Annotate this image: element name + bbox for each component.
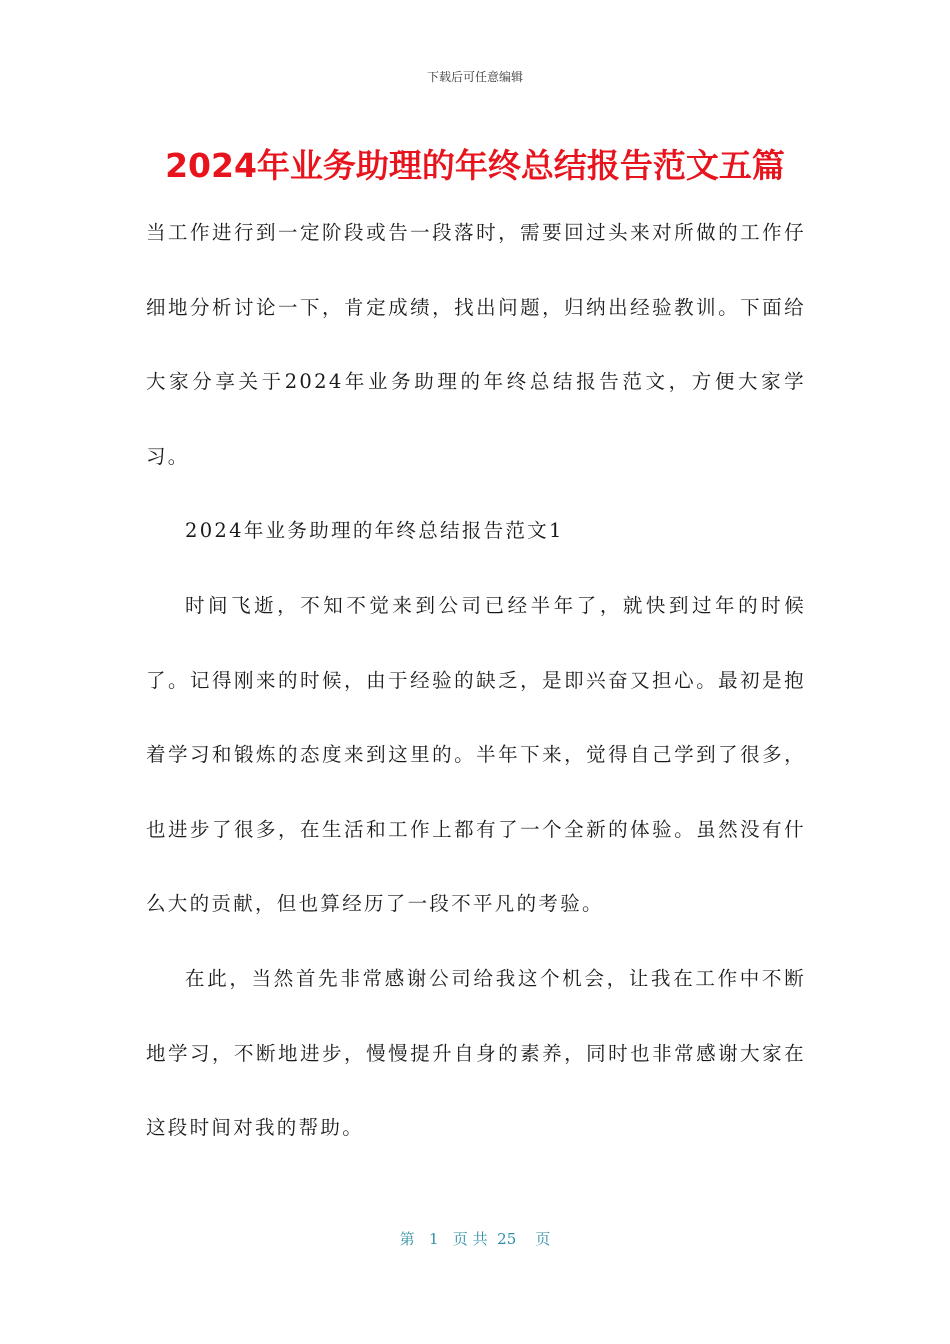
document-body — [146, 196, 806, 1166]
footer-suffix: 页 — [535, 1230, 551, 1248]
footer-middle: 页 共 — [452, 1230, 488, 1248]
footer-total-pages: 25 — [497, 1230, 517, 1248]
intro-paragraph: 当工作进行到一定阶段或告一段落时，需要回过头来对所做的工作仔细地分析讨论一下，肯定成绩，找出问题，归纳出经验教训。下面给大家分享关于2024年业务助理的年终总结报告范文，方便大家学习。 — [146, 221, 806, 468]
footer-current-page: 1 — [428, 1230, 439, 1248]
document-title: 2024年业务助理的年终总结报告范文五篇 — [165, 146, 785, 185]
body-paragraph: 时间飞逝，不知不觉来到公司已经半年了，就快到过年的时候了。记得刚来的时候，由于经验的缺乏，是即兴奋又担心。最初是抱着学习和锻炼的态度来到这里的。半年下来，觉得自己学到了很多，也进步了很多，在生活和工作上都有了一个全新的体验。虽然没有什么大的贡献，但也算经历了一段不平凡的考验。 — [146, 593, 806, 916]
section-heading: 2024年业务助理的年终总结报告范文1 — [185, 519, 564, 543]
header-note: 下载后可任意编辑 — [426, 70, 523, 84]
footer-prefix: 第 — [399, 1230, 415, 1248]
page-footer — [0, 1228, 950, 1249]
body-paragraph: 在此，当然首先非常感谢公司给我这个机会，让我在工作中不断地学习，不断地进步，慢慢提升自身的素养，同时也非常感谢大家在这段时间对我的帮助。 — [146, 966, 806, 1140]
